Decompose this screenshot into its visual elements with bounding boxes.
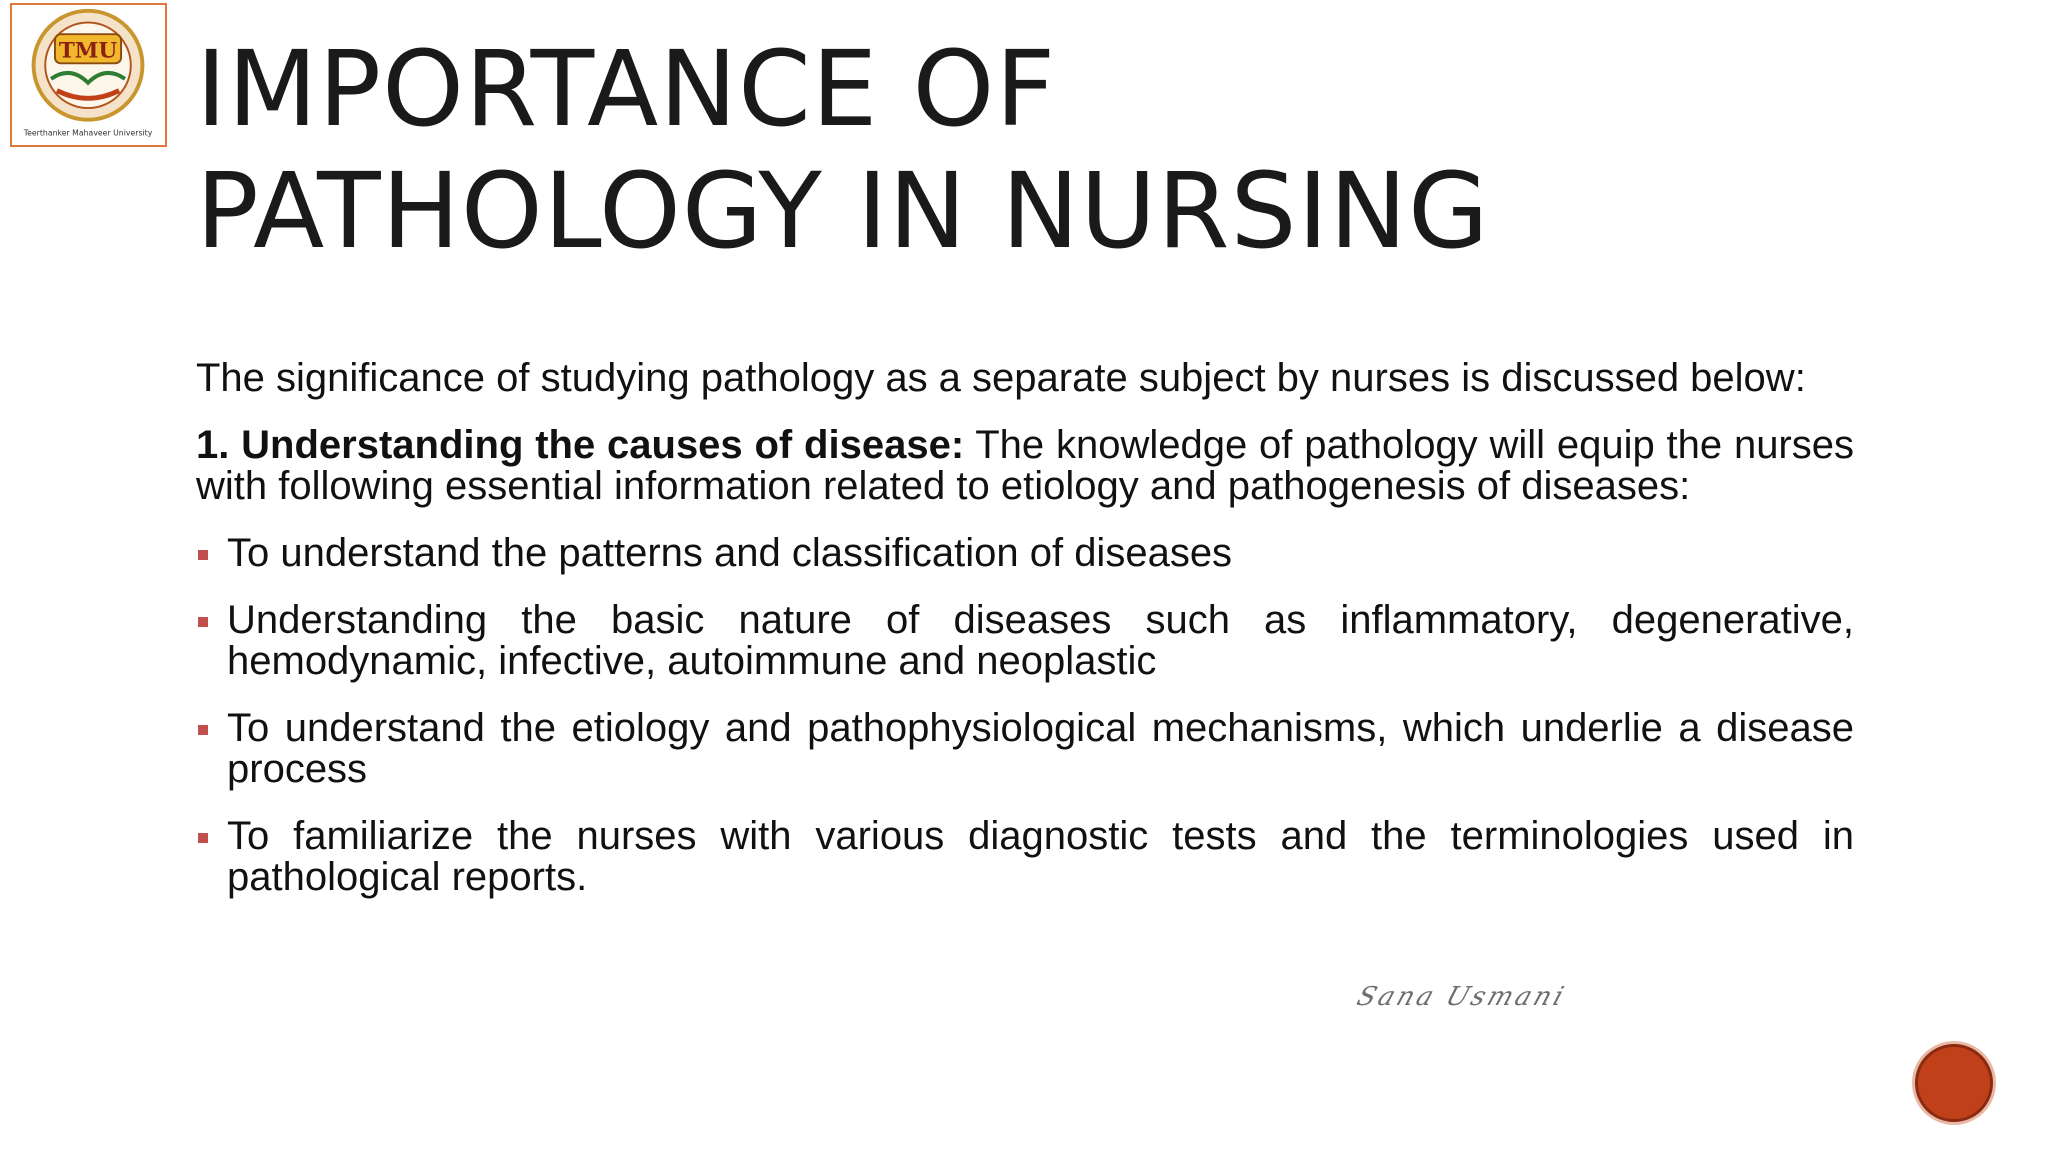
author-signature: Sana Usmani xyxy=(1353,982,1571,1012)
bullet-item xyxy=(196,816,1854,898)
bullet-item xyxy=(196,600,1854,682)
university-logo xyxy=(10,3,167,147)
slide-body xyxy=(196,358,1854,924)
slide-title-line-1: IMPORTANCE OF xyxy=(196,28,1057,150)
point-1-heading: 1. Understanding the causes of disease: xyxy=(196,423,965,467)
svg-text:TMU: TMU xyxy=(58,38,118,64)
bullet-text: To understand the etiology and pathophysiological mechanisms, which underlie a disease process xyxy=(227,706,1854,791)
square-bullet-icon xyxy=(198,617,208,627)
bullet-list xyxy=(196,533,1854,898)
svg-text:Teerthanker Mahaveer Universit: Teerthanker Mahaveer University xyxy=(23,128,153,138)
slide-nav-button[interactable] xyxy=(1915,1044,1993,1122)
square-bullet-icon xyxy=(198,550,208,560)
square-bullet-icon xyxy=(198,833,208,843)
intro-paragraph: The significance of studying pathology as a separate subject by nurses is discussed below: xyxy=(196,356,1806,400)
point-1-paragraph xyxy=(196,425,1854,507)
bullet-text: To familiarize the nurses with various diagnostic tests and the terminologies used in pathological reports. xyxy=(227,814,1854,899)
bullet-item xyxy=(196,533,1854,574)
bullet-text: To understand the patterns and classification of diseases xyxy=(227,531,1233,575)
slide-title xyxy=(196,28,1696,272)
point-1-text: The knowledge of pathology will equip the nurses with following essential information related to etiology and pathogenesis of diseases: xyxy=(196,423,1855,508)
square-bullet-icon xyxy=(198,725,208,735)
bullet-text: Understanding the basic nature of diseases such as inflammatory, degenerative, hemodynamic, infective, autoimmune and neoplastic xyxy=(227,598,1854,683)
tmu-seal-icon xyxy=(12,5,165,145)
bullet-item xyxy=(196,708,1854,790)
slide-title-line-2: PATHOLOGY IN NURSING xyxy=(196,150,1490,272)
